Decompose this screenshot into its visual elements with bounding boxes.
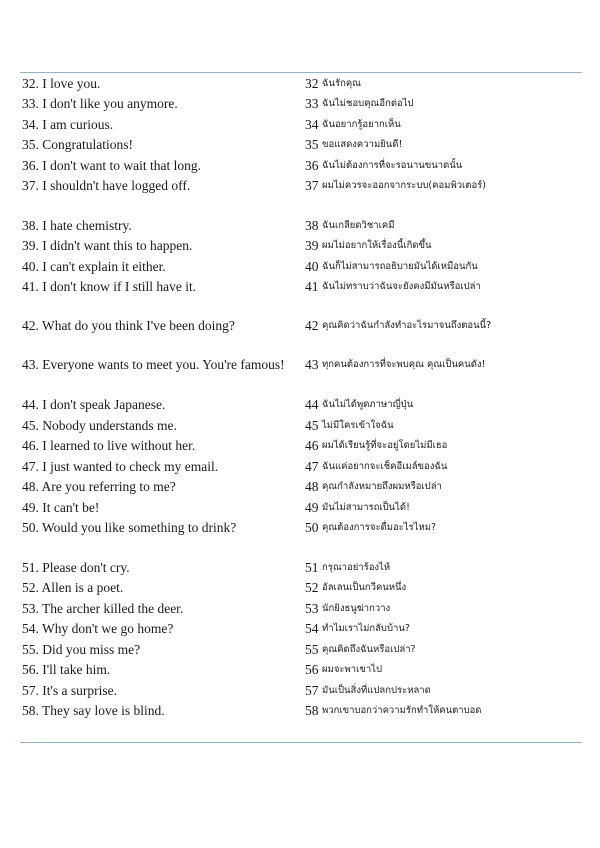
english-phrase: 53. The archer killed the deer. (22, 601, 184, 616)
phrase-number: 53 (305, 601, 319, 616)
english-phrase: 41. I don't know if I still have it. (22, 279, 197, 294)
thai-translation: ฉันก็ไม่สามารถอธิบายมันได้เหมือนกัน (322, 261, 478, 272)
english-phrase: 48. Are you referring to me? (22, 479, 176, 494)
english-phrase: 35. Congratulations! (22, 137, 133, 152)
thai-translation: ทำไมเราไม่กลับบ้าน? (322, 623, 410, 634)
phrase-number: 46 (305, 438, 319, 453)
thai-translation: นักยิงธนูฆ่ากวาง (322, 603, 391, 614)
phrase-number: 44 (305, 397, 319, 412)
phrase-number: 49 (305, 500, 319, 515)
english-phrase: 51. Please don't cry. (22, 560, 130, 575)
phrase-number: 33 (305, 96, 319, 111)
thai-translation: ผมไม่อยากให้เรื่องนี้เกิดขึ้น (322, 240, 432, 251)
english-phrase: 55. Did you miss me? (22, 642, 141, 657)
phrase-number: 55 (305, 642, 319, 657)
phrase-number: 36 (305, 158, 319, 173)
english-phrase: 40. I can't explain it either. (22, 259, 166, 274)
phrase-number: 48 (305, 479, 319, 494)
english-phrase: 54. Why don't we go home? (22, 621, 174, 636)
english-phrase: 44. I don't speak Japanese. (22, 397, 166, 412)
thai-translation: พวกเขาบอกว่าความรักทำให้คนตาบอด (322, 705, 482, 716)
english-phrase: 58. They say love is blind. (22, 703, 165, 718)
thai-translation: ฉันไม่ได้พูดภาษาญี่ปุ่น (322, 399, 414, 410)
thai-translation: ฉันไม่ต้องการที่จะรอนานขนาดนั้น (322, 160, 463, 171)
thai-translation: ฉันอยากรู้อยากเห็น (322, 119, 401, 130)
thai-translation: ฉันแค่อยากจะเช็คอีเมล์ของฉัน (322, 461, 448, 472)
phrase-number: 37 (305, 178, 319, 193)
english-phrase: 56. I'll take him. (22, 662, 111, 677)
english-phrase: 32. I love you. (22, 76, 101, 91)
phrase-number: 57 (305, 683, 319, 698)
english-phrase: 33. I don't like you anymore. (22, 96, 178, 111)
thai-translation: กรุณาอย่าร้องไห้ (322, 562, 391, 573)
english-phrase: 46. I learned to live without her. (22, 438, 196, 453)
english-phrase: 43. Everyone wants to meet you. You're famous! (22, 357, 285, 372)
thai-translation: ฉันไม่ชอบคุณอีกต่อไป (322, 98, 414, 109)
thai-translation: ฉันไม่ทราบว่าฉันจะยังคงมีมันหรือเปล่า (322, 281, 481, 292)
thai-translation: ไม่มีใครเข้าใจฉัน (322, 420, 394, 431)
phrase-number: 51 (305, 560, 319, 575)
phrase-number: 47 (305, 459, 319, 474)
phrase-number: 43 (305, 357, 319, 372)
english-phrase: 34. I am curious. (22, 117, 114, 132)
thai-translation: ผมได้เรียนรู้ที่จะอยู่โดยไม่มีเธอ (322, 440, 448, 451)
phrase-number: 41 (305, 279, 319, 294)
thai-translation: มันไม่สามารถเป็นได้! (322, 502, 410, 513)
phrase-number: 40 (305, 259, 319, 274)
phrase-number: 35 (305, 137, 319, 152)
top-divider (20, 72, 582, 73)
phrase-number: 39 (305, 238, 319, 253)
thai-translation: ผมจะพาเขาไป (322, 664, 382, 675)
thai-translation: คุณต้องการจะดื่มอะไรไหม? (322, 522, 437, 533)
english-phrase: 47. I just wanted to check my email. (22, 459, 219, 474)
thai-translation: คุณคิดว่าฉันกำลังทำอะไรมาจนถึงตอนนี้? (322, 320, 492, 331)
english-phrase: 42. What do you think I've been doing? (22, 318, 235, 333)
phrase-number: 38 (305, 218, 319, 233)
english-phrase: 36. I don't want to wait that long. (22, 158, 202, 173)
thai-translation: คุณคิดถึงฉันหรือเปล่า? (322, 644, 416, 655)
english-phrase: 52. Allen is a poet. (22, 580, 124, 595)
bottom-divider (20, 742, 582, 743)
thai-translation: อัลเลนเป็นกวีคนหนึ่ง (322, 582, 407, 593)
english-phrase: 49. It can't be! (22, 500, 100, 515)
thai-translation: คุณกำลังหมายถึงผมหรือเปล่า (322, 481, 442, 492)
phrase-number: 52 (305, 580, 319, 595)
phrase-number: 45 (305, 418, 319, 433)
thai-translation: ทุกคนต้องการที่จะพบคุณ คุณเป็นคนดัง! (322, 359, 486, 370)
thai-translation: ขอแสดงความยินดี! (322, 139, 403, 150)
phrase-number: 42 (305, 318, 319, 333)
english-phrase: 37. I shouldn't have logged off. (22, 178, 191, 193)
thai-translation: ฉันรักคุณ (322, 78, 361, 89)
phrase-number: 34 (305, 117, 319, 132)
thai-translation: ผมไม่ควรจะออกจากระบบ(คอมพิวเตอร์) (322, 180, 486, 191)
thai-translation: ฉันเกลียดวิชาเคมี (322, 220, 395, 231)
phrase-number: 58 (305, 703, 319, 718)
english-phrase: 50. Would you like something to drink? (22, 520, 237, 535)
english-phrase: 57. It's a surprise. (22, 683, 118, 698)
phrase-number: 32 (305, 76, 319, 91)
english-phrase: 38. I hate chemistry. (22, 218, 132, 233)
english-phrase: 39. I didn't want this to happen. (22, 238, 193, 253)
phrase-number: 56 (305, 662, 319, 677)
thai-translation: มันเป็นสิ่งที่แปลกประหลาด (322, 685, 431, 696)
english-phrase: 45. Nobody understands me. (22, 418, 177, 433)
phrase-number: 54 (305, 621, 319, 636)
phrase-number: 50 (305, 520, 319, 535)
